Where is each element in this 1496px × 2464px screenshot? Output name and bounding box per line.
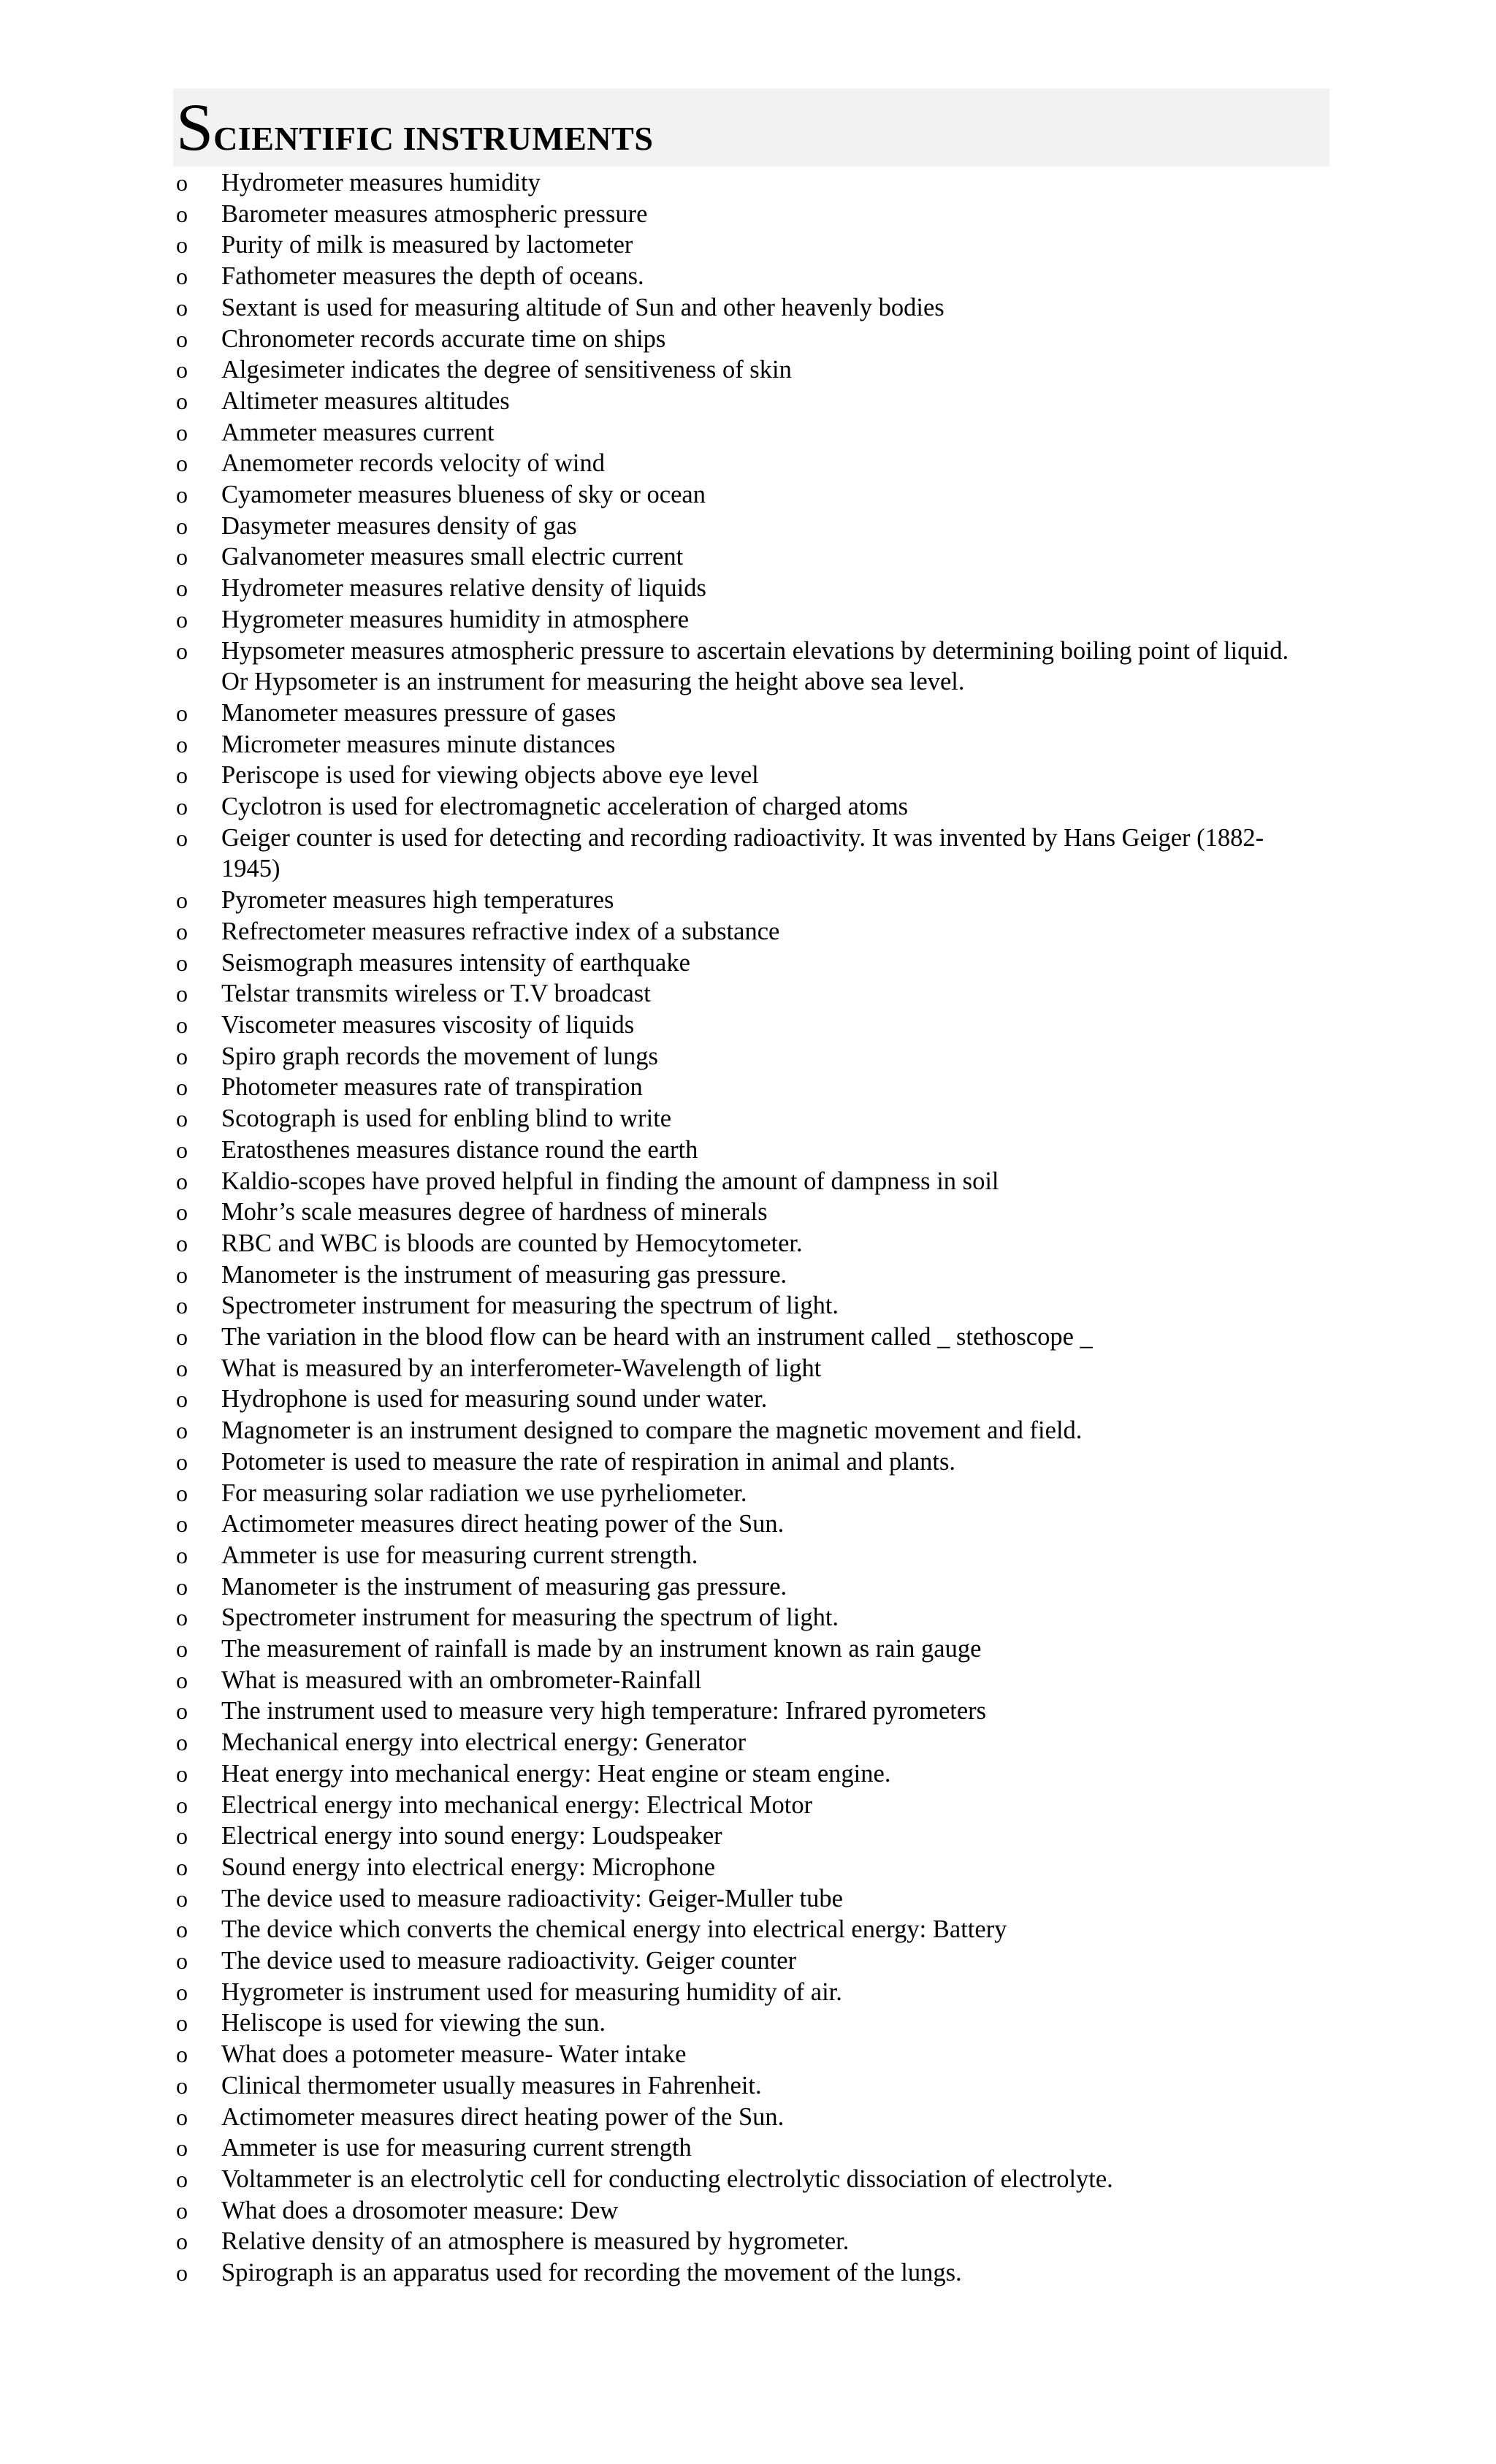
bullet-marker: o <box>176 1604 188 1631</box>
list-item-text: Scotograph is used for enbling blind to write <box>221 1105 672 1133</box>
list-item <box>176 2070 1345 2102</box>
bullet-marker: o <box>176 263 188 290</box>
list-item-text: Manometer measures pressure of gases <box>221 698 617 727</box>
bullet-marker: o <box>176 918 188 945</box>
list-item-text: Relative density of an atmosphere is measured by hygrometer. <box>221 2227 850 2256</box>
bullet-marker: o <box>176 1105 188 1132</box>
list-item-text: What is measured with an ombrometer-Rainfall <box>221 1666 702 1694</box>
list-item-text: Clinical thermometer usually measures in Fahrenheit. <box>221 2071 762 2099</box>
list-item <box>176 1914 1345 1945</box>
list-item <box>176 324 1345 355</box>
bullet-marker: o <box>176 1541 188 1568</box>
bullet-marker: o <box>176 1823 188 1850</box>
list-item-text: Electrical energy into sound energy: Loudspeaker <box>221 1822 722 1850</box>
list-item <box>176 1259 1345 1291</box>
bullet-marker: o <box>176 1292 188 1319</box>
list-item <box>176 2132 1345 2164</box>
list-item <box>176 729 1345 760</box>
list-item <box>176 916 1345 947</box>
bullet-marker: o <box>176 512 188 539</box>
list-item <box>176 386 1345 417</box>
bullet-marker: o <box>176 1229 188 1256</box>
list-item <box>176 698 1345 729</box>
list-item <box>176 1665 1345 1696</box>
list-item-text: Chronometer records accurate time on ships <box>221 324 666 353</box>
bullet-marker: o <box>176 1978 188 2005</box>
list-item-text: The device which converts the chemical energy into electrical energy: Battery <box>221 1915 1007 1944</box>
bullet-marker: o <box>176 2010 188 2037</box>
bullet-marker: o <box>176 606 188 633</box>
list-item-text: RBC and WBC is bloods are counted by Hemocytometer. <box>221 1229 803 1257</box>
bullet-marker: o <box>176 824 188 851</box>
list-item <box>176 417 1345 449</box>
list-item-text: Heat energy into mechanical energy: Heat engine or steam engine. <box>221 1759 891 1788</box>
list-item <box>176 1540 1345 1571</box>
bullet-marker: o <box>176 1199 188 1226</box>
list-item <box>176 947 1345 979</box>
bullet-marker: o <box>176 450 188 477</box>
list-item <box>176 1883 1345 1915</box>
list-item <box>176 2007 1345 2039</box>
bullet-marker: o <box>176 2228 188 2255</box>
list-item-text: Geiger counter is used for detecting and recording radioactivity. It was invented by Hans Geiger (1882-1945) <box>221 823 1264 883</box>
bullet-marker: o <box>176 762 188 789</box>
list-item <box>176 1010 1345 1041</box>
bullet-marker: o <box>176 2166 188 2192</box>
bullet-marker: o <box>176 169 188 196</box>
list-item-text: Hydrophone is used for measuring sound under water. <box>221 1385 768 1414</box>
list-item-text: The instrument used to measure very high temperature: Infrared pyrometers <box>221 1697 987 1725</box>
list-item <box>176 823 1345 885</box>
bullet-marker: o <box>176 1885 188 1912</box>
list-item <box>176 448 1345 479</box>
bullet-marker: o <box>176 949 188 976</box>
bullet-marker: o <box>176 543 188 571</box>
list-item-text: Mohr’s scale measures degree of hardness of minerals <box>221 1198 768 1227</box>
list-item-text: Pyrometer measures high temperatures <box>221 886 614 915</box>
bullet-marker: o <box>176 294 188 321</box>
list-item <box>176 1727 1345 1758</box>
bullet-marker: o <box>176 1261 188 1288</box>
list-item-text: Photometer measures rate of transpiration <box>221 1073 643 1102</box>
title-initial: S <box>176 90 214 164</box>
list-item-text: Sextant is used for measuring altitude of Sun and other heavenly bodies <box>221 293 944 321</box>
list-item-text: Algesimeter indicates the degree of sensitiveness of skin <box>221 356 792 384</box>
list-item-text: The variation in the blood flow can be heard with an instrument called _ stethoscope _ <box>221 1323 1093 1351</box>
bullet-marker: o <box>176 699 188 726</box>
bullet-marker: o <box>176 1948 188 1975</box>
list-item-text: Sound energy into electrical energy: Microphone <box>221 1853 716 1881</box>
bullet-marker: o <box>176 1354 188 1381</box>
list-item-text: Periscope is used for viewing objects above eye level <box>221 761 759 790</box>
list-item <box>176 1820 1345 1852</box>
list-item <box>176 1571 1345 1603</box>
bullet-marker: o <box>176 1011 188 1038</box>
list-item <box>176 1977 1345 2008</box>
list-item-text: Ammeter is use for measuring current strength. <box>221 1541 698 1569</box>
instrument-list <box>176 167 1345 2289</box>
list-item-text: Cyclotron is used for electromagnetic acceleration of charged atoms <box>221 793 909 821</box>
list-item <box>176 978 1345 1010</box>
list-item-text: Altimeter measures altitudes <box>221 386 510 415</box>
list-item-text: Spirograph is an apparatus used for recording the movement of the lungs. <box>221 2259 962 2287</box>
list-item-text: The device used to measure radioactivity: Geiger-Muller tube <box>221 1884 843 1912</box>
bullet-marker: o <box>176 1511 188 1538</box>
list-item-text: Hypsometer measures atmospheric pressure to ascertain elevations by determining boiling point of liquid. Or Hypsometer is an instrument for measuring the height above sea level. <box>221 636 1289 696</box>
list-item-text: For measuring solar radiation we use pyrheliometer. <box>221 1479 747 1507</box>
list-item-text: Spectrometer instrument for measuring the spectrum of light. <box>221 1292 839 1320</box>
bullet-marker: o <box>176 887 188 914</box>
list-item <box>176 1353 1345 1384</box>
bullet-marker: o <box>176 2135 188 2162</box>
list-item <box>176 636 1345 698</box>
bullet-marker: o <box>176 1916 188 1943</box>
bullet-marker: o <box>176 637 188 664</box>
list-item-text: Spectrometer instrument for measuring the spectrum of light. <box>221 1603 839 1632</box>
list-item-text: Electrical energy into mechanical energy: Electrical Motor <box>221 1790 813 1819</box>
list-item-text: Ammeter measures current <box>221 418 495 446</box>
list-item <box>176 1478 1345 1509</box>
bullet-marker: o <box>176 1573 188 1600</box>
list-item-text: Purity of milk is measured by lactometer <box>221 231 633 259</box>
list-item <box>176 791 1345 823</box>
list-item-text: Dasymeter measures density of gas <box>221 511 577 540</box>
bullet-marker: o <box>176 1417 188 1444</box>
list-item-text: Hydrometer measures relative density of liquids <box>221 574 706 603</box>
list-item <box>176 1228 1345 1259</box>
bullet-marker: o <box>176 481 188 508</box>
bullet-marker: o <box>176 2197 188 2224</box>
list-item <box>176 885 1345 916</box>
list-item <box>176 1602 1345 1633</box>
list-item <box>176 2102 1345 2133</box>
list-item <box>176 479 1345 511</box>
list-item <box>176 199 1345 230</box>
list-item-text: Magnometer is an instrument designed to compare the magnetic movement and field. <box>221 1416 1083 1445</box>
list-item <box>176 1852 1345 1883</box>
list-item <box>176 167 1345 199</box>
bullet-marker: o <box>176 232 188 259</box>
bullet-marker: o <box>176 1386 188 1413</box>
list-item-text: Barometer measures atmospheric pressure <box>221 199 648 228</box>
list-item-text: Actimometer measures direct heating power of the Sun. <box>221 2102 785 2131</box>
list-item-text: Galvanometer measures small electric current <box>221 543 684 571</box>
list-item <box>176 1384 1345 1415</box>
list-item <box>176 1041 1345 1072</box>
bullet-marker: o <box>176 2041 188 2068</box>
bullet-marker: o <box>176 2072 188 2099</box>
list-item-text: Micrometer measures minute distances <box>221 730 616 758</box>
list-item <box>176 1696 1345 1727</box>
list-item <box>176 760 1345 791</box>
list-item-text: What is measured by an interferometer-Wavelength of light <box>221 1354 822 1382</box>
bullet-marker: o <box>176 1760 188 1787</box>
title-rest: CIENTIFIC INSTRUMENTS <box>213 120 654 157</box>
list-item-text: Spiro graph records the movement of lungs <box>221 1042 658 1070</box>
page-title <box>176 90 654 164</box>
list-item <box>176 292 1345 324</box>
list-item-text: Kaldio-scopes have proved helpful in finding the amount of dampness in soil <box>221 1167 999 1195</box>
list-item-text: Viscometer measures viscosity of liquids <box>221 1010 635 1039</box>
bullet-marker: o <box>176 1042 188 1069</box>
bullet-marker: o <box>176 575 188 602</box>
bullet-marker: o <box>176 1448 188 1475</box>
list-item <box>176 511 1345 542</box>
list-item-text: Ammeter is use for measuring current strength <box>221 2134 692 2162</box>
list-item <box>176 1072 1345 1103</box>
list-item-text: Refrectometer measures refractive index of a substance <box>221 917 780 945</box>
bullet-marker: o <box>176 1636 188 1663</box>
list-item <box>176 1633 1345 1665</box>
list-item-text: Anemometer records velocity of wind <box>221 449 605 478</box>
bullet-marker: o <box>176 731 188 758</box>
bullet-marker: o <box>176 1136 188 1163</box>
list-item <box>176 1290 1345 1321</box>
list-item-text: The measurement of rainfall is made by an instrument known as rain gauge <box>221 1635 982 1663</box>
list-item-text: Mechanical energy into electrical energy: Generator <box>221 1728 747 1757</box>
bullet-marker: o <box>176 1729 188 1756</box>
bullet-marker: o <box>176 200 188 227</box>
list-item-text: Manometer is the instrument of measuring gas pressure. <box>221 1572 787 1601</box>
list-item-text: What does a potometer measure- Water intake <box>221 2040 687 2069</box>
bullet-marker: o <box>176 1791 188 1818</box>
list-item <box>176 604 1345 636</box>
list-item <box>176 2039 1345 2070</box>
list-item <box>176 2195 1345 2227</box>
bullet-marker: o <box>176 1666 188 1693</box>
list-item <box>176 2257 1345 2289</box>
bullet-marker: o <box>176 2103 188 2130</box>
bullet-marker: o <box>176 1853 188 1880</box>
list-item-text: Eratosthenes measures distance round the earth <box>221 1135 698 1164</box>
list-item <box>176 541 1345 573</box>
list-item <box>176 2164 1345 2195</box>
list-item-text: Hydrometer measures humidity <box>221 169 541 197</box>
bullet-marker: o <box>176 793 188 820</box>
list-item <box>176 1103 1345 1134</box>
bullet-marker: o <box>176 2259 188 2286</box>
list-item-text: Voltammeter is an electrolytic cell for conducting electrolytic dissociation of electrolyte. <box>221 2165 1113 2193</box>
list-item-text: Potometer is used to measure the rate of respiration in animal and plants. <box>221 1447 956 1476</box>
list-item <box>176 1446 1345 1478</box>
list-item <box>176 261 1345 292</box>
bullet-marker: o <box>176 1167 188 1194</box>
bullet-marker: o <box>176 980 188 1007</box>
list-item <box>176 1415 1345 1446</box>
list-item <box>176 229 1345 261</box>
bullet-marker: o <box>176 1698 188 1725</box>
list-item-text: The device used to measure radioactivity. Geiger counter <box>221 1947 797 1975</box>
list-item <box>176 1166 1345 1197</box>
list-item <box>176 1945 1345 1977</box>
list-item-text: Telstar transmits wireless or T.V broadcast <box>221 980 651 1008</box>
list-item-text: Cyamometer measures blueness of sky or ocean <box>221 481 706 509</box>
list-item <box>176 1197 1345 1228</box>
bullet-marker: o <box>176 419 188 446</box>
list-item-text: Heliscope is used for viewing the sun. <box>221 2009 606 2037</box>
list-item-text: Manometer is the instrument of measuring gas pressure. <box>221 1260 787 1289</box>
bullet-marker: o <box>176 387 188 414</box>
list-item-text: Seismograph measures intensity of earthquake <box>221 948 690 977</box>
list-item-text: Hygrometer measures humidity in atmosphere <box>221 605 690 633</box>
bullet-marker: o <box>176 356 188 384</box>
list-item <box>176 573 1345 604</box>
list-item <box>176 1790 1345 1821</box>
list-item <box>176 1321 1345 1353</box>
list-item <box>176 354 1345 386</box>
list-item <box>176 1758 1345 1790</box>
list-item <box>176 2226 1345 2257</box>
bullet-marker: o <box>176 1074 188 1101</box>
bullet-marker: o <box>176 1479 188 1506</box>
list-item-text: Fathometer measures the depth of oceans. <box>221 262 644 291</box>
bullet-marker: o <box>176 1324 188 1351</box>
list-item-text: What does a drosomoter measure: Dew <box>221 2196 619 2224</box>
list-item-text: Actimometer measures direct heating power of the Sun. <box>221 1510 785 1538</box>
bullet-marker: o <box>176 325 188 352</box>
list-item <box>176 1134 1345 1166</box>
list-item <box>176 1508 1345 1540</box>
list-item-text: Hygrometer is instrument used for measuring humidity of air. <box>221 1977 842 2006</box>
